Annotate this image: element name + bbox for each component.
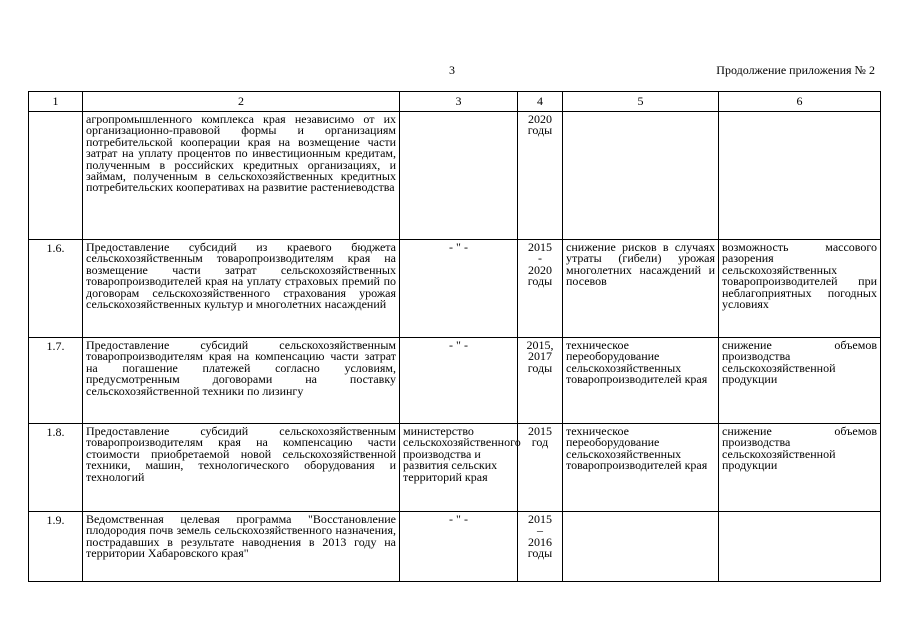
table-row <box>29 240 881 338</box>
year-line: - <box>538 251 542 266</box>
year-line: годы <box>527 274 553 289</box>
consequence-text <box>719 512 881 582</box>
measure-text: агропромышленного комплекса края независимо от их организационно-правовой формы и организациям потребительской кооперации края на возмещение части затрат на уплату процентов по инвестиционным кредитам, полученным в российских кредитных организациях, и займам, полученным в сельскохозяйственных кредитных потребительских кооперативах на развитие растениеводства <box>83 112 400 240</box>
result-text: снижение рисков в случаях утраты (гибели) урожая многолетних насаждений и посевов <box>563 240 719 338</box>
year-line: 2020 <box>528 262 552 277</box>
executor-text: министерство сельскохозяйственного производства и развития сельских территорий края <box>400 424 518 512</box>
year-line: 2016 <box>528 534 552 549</box>
column-header: 3 <box>400 92 518 112</box>
year-line: годы <box>527 123 553 138</box>
column-header: 1 <box>29 92 83 112</box>
table-row <box>29 338 881 424</box>
result-text <box>563 512 719 582</box>
measure-text: Предоставление субсидий сельскохозяйственным товаропроизводителям края на компенсацию части стоимости приобретаемой новой сельскохозяйственной техники, машин, технологического оборудования и технологий <box>83 424 400 512</box>
measure-text: Предоставление субсидий сельскохозяйственным товаропроизводителям края на компенсацию части затрат на погашение платежей согласно условиям, предусмотренным договорами на поставку сельскохозяйственной техники по лизингу <box>83 338 400 424</box>
row-number: 1.7. <box>29 338 83 424</box>
column-header: 4 <box>518 92 563 112</box>
result-text: техническое переоборудование сельскохозяйственных товаропроизводителей края <box>563 338 719 424</box>
executor-text: - " - <box>400 338 518 424</box>
row-number <box>29 112 83 240</box>
table-header-row <box>29 92 881 112</box>
year-line: год <box>531 435 549 450</box>
year-line: годы <box>527 360 553 375</box>
years-cell <box>518 112 563 240</box>
column-header: 2 <box>83 92 400 112</box>
result-text <box>563 112 719 240</box>
years-cell <box>518 240 563 338</box>
consequence-text: снижение объемов производства сельскохозяйственной продукции <box>719 338 881 424</box>
year-line: 2015 <box>528 424 552 438</box>
year-line: 2015, <box>526 338 554 352</box>
measure-text: Предоставление субсидий из краевого бюджета сельскохозяйственным товаропроизводителям края на возмещение части затрат сельскохозяйственных товаропроизводителей края на уплату страховых премий по договорам сельскохозяйственного страхования урожая сельскохозяйственных культур и многолетних насаждений <box>83 240 400 338</box>
year-line: 2020 <box>528 112 552 126</box>
row-number: 1.8. <box>29 424 83 512</box>
consequence-text <box>719 112 881 240</box>
year-line: годы <box>527 546 553 561</box>
consequence-text: снижение объемов производства сельскохозяйственной продукции <box>719 424 881 512</box>
column-header: 6 <box>719 92 881 112</box>
row-number: 1.9. <box>29 512 83 582</box>
year-line: 2015 <box>528 512 552 526</box>
row-number: 1.6. <box>29 240 83 338</box>
years-cell <box>518 424 563 512</box>
years-cell <box>518 338 563 424</box>
table-row <box>29 112 881 240</box>
executor-text: - " - <box>400 512 518 582</box>
executor-text <box>400 112 518 240</box>
result-text: техническое переоборудование сельскохозяйственных товаропроизводителей края <box>563 424 719 512</box>
year-line: 2017 <box>528 349 552 364</box>
consequence-text: возможность массового разорения сельскохозяйственных товаропроизводителей при неблагоприятных погодных условиях <box>719 240 881 338</box>
column-header: 5 <box>563 92 719 112</box>
program-measures-table <box>28 91 881 582</box>
year-line: 2015 <box>528 240 552 254</box>
table-row <box>29 424 881 512</box>
table-row <box>29 512 881 582</box>
executor-text: - " - <box>400 240 518 338</box>
measure-text: Ведомственная целевая программа "Восстановление плодородия почв земель сельскохозяйственного назначения, пострадавших в результате наводнения в 2013 году на территории Хабаровского края" <box>83 512 400 582</box>
page-number: 3 <box>449 63 455 77</box>
continuation-label: Продолжение приложения № 2 <box>716 63 875 77</box>
years-cell <box>518 512 563 582</box>
year-line: – <box>537 523 543 538</box>
